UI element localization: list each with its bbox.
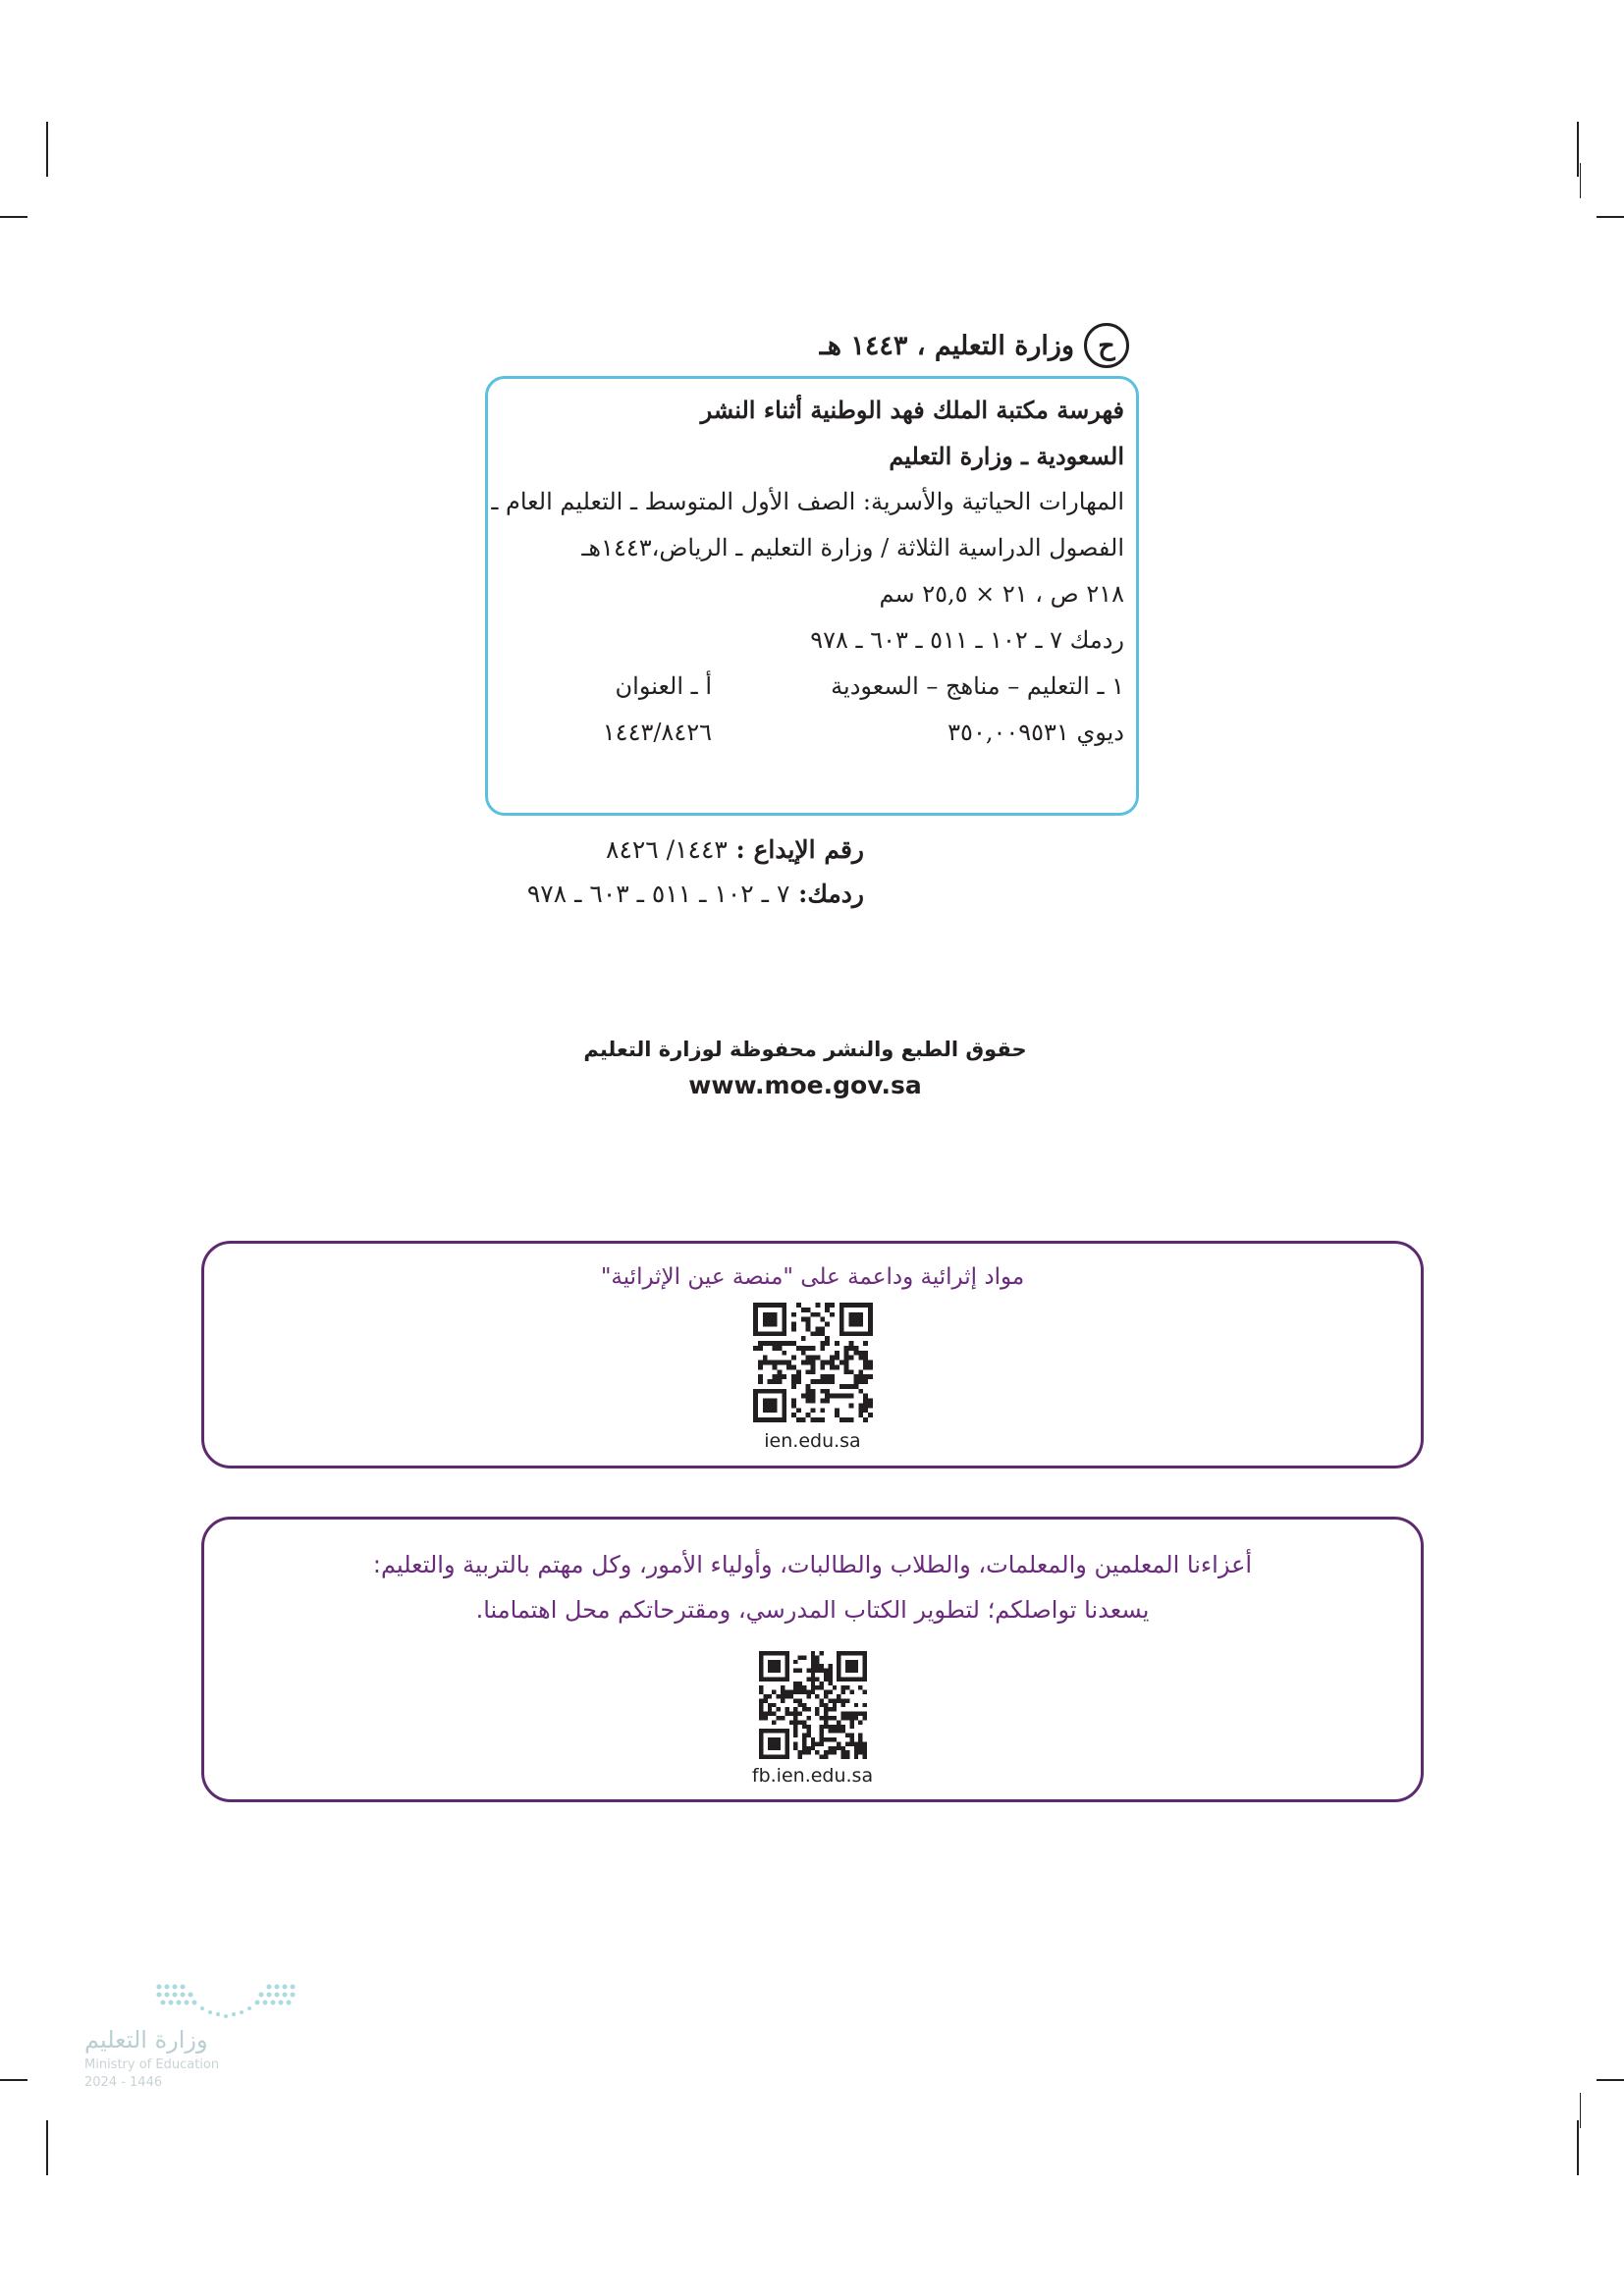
crop-mark [1597,216,1624,218]
catalog-title-entry: أ ـ العنوان [615,672,712,700]
crop-mark [1580,163,1581,198]
catalog-subject-row [502,664,1124,710]
crop-mark [1597,2079,1624,2081]
crop-mark [1577,2120,1579,2175]
deposit-isbn-row [511,872,864,916]
catalog-description-1: المهارات الحياتية والأسرية: الصف الأول المتوسط ـ التعليم العام ـ [491,488,1124,515]
crop-mark [46,2120,48,2175]
feedback-panel [201,1517,1424,1802]
copyright-symbol: ح [1084,323,1129,368]
catalog-pages: ٢١٨ ص ، ٢١ × ٢٥,٥ سم [879,580,1124,608]
crop-mark [0,216,27,218]
deposit-number-value: ١٤٤٣/ ٨٤٢٦ [606,835,728,864]
catalog-title: فهرسة مكتبة الملك فهد الوطنية أثناء النشر [700,396,1124,424]
catalog-dewey: ديوي ٣٥٠,٠٠٩٥٣١ [947,719,1124,746]
logo-english-name: Ministry of Education [84,2057,220,2072]
copyright-line [805,316,1129,375]
deposit-isbn-value: ٧ ـ ١٠٢ ـ ٥١١ ـ ٦٠٣ ـ ٩٧٨ [526,880,790,908]
logo-arabic-name: وزارة التعليم [84,2026,208,2054]
deposit-isbn-label: ردمك: [798,880,864,908]
qr-code-icon[interactable] [753,1303,873,1422]
qr-code-icon[interactable] [759,1651,867,1759]
copyright-text: وزارة التعليم ، ١٤٤٣ هـ [819,330,1074,361]
ministry-link[interactable]: www.moe.gov.sa [688,1071,922,1099]
crop-mark [46,122,48,177]
catalog-publisher: السعودية ـ وزارة التعليم [889,442,1124,470]
enrichment-title: مواد إثرائية وداعمة على "منصة عين الإثرائية" [600,1264,1025,1290]
enrichment-link[interactable]: ien.edu.sa [764,1430,861,1452]
crop-mark [0,2079,27,2081]
catalog-isbn: ردمك ٧ ـ ١٠٢ ـ ٥١١ ـ ٦٠٣ ـ ٩٧٨ [810,626,1124,654]
cataloging-box [485,376,1139,816]
feedback-line-2: يسعدنا تواصلكم؛ لتطوير الكتاب المدرسي، ومقترحاتكم محل اهتمامنا. [475,1596,1150,1624]
catalog-description-2: الفصول الدراسية الثلاثة / وزارة التعليم ـ الرياض،١٤٤٣هـ [581,534,1124,561]
deposit-info [511,828,864,916]
enrichment-panel [201,1241,1424,1468]
crop-mark [1580,2093,1581,2128]
deposit-number-label: رقم الإيداع : [735,835,864,864]
deposit-number-row [511,828,864,872]
logo-year: 2024 - 1446 [84,2075,163,2090]
feedback-line-1: أعزاءنا المعلمين والمعلمات، والطلاب والطالبات، وأولياء الأمور، وكل مهتم بالتربية والتعليم: [372,1551,1253,1578]
catalog-deposit-ref: ١٤٤٣/٨٤٢٦ [602,719,712,746]
feedback-link[interactable]: fb.ien.edu.sa [751,1765,874,1787]
catalog-dewey-row [502,710,1124,756]
rights-block [550,1033,1060,1105]
logo-dots-icon [153,1981,300,2028]
crop-mark [1577,122,1579,177]
catalog-subjects: ١ ـ التعليم – مناهج – السعودية [831,672,1124,700]
ministry-logo [84,1981,310,2090]
rights-text: حقوق الطبع والنشر محفوظة لوزارة التعليم [583,1038,1027,1061]
